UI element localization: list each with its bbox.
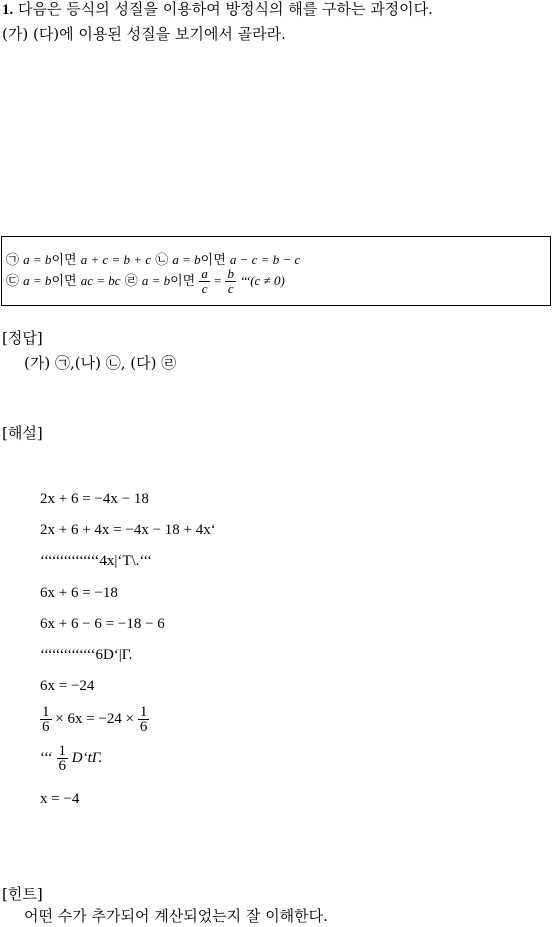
choice-marker-2: ㉡ [155,253,169,268]
explanation-heading: [해설] [2,424,43,442]
question-line-1 [2,0,433,19]
solution-step-3: ‘‘‘‘‘‘‘‘‘‘‘‘‘‘‘4x|‘T\.‘‘‘ [40,553,153,569]
choice-3-condition: a = b [23,273,52,288]
question-number: 1. [2,2,14,18]
choice-marker-3: ㉢ [6,274,20,289]
choice-2-result: a − c = b − c [229,252,301,267]
question-text-1: 다음은 등식의 성질을 이용하여 방정식의 해를 구하는 과정이다. [18,0,433,18]
answer-heading: [정답] [2,329,43,347]
solution-step-2: 2x + 6 + 4x = −4x − 18 + 4x‘ [40,522,216,538]
solution-step-6: ‘‘‘‘‘‘‘‘‘‘‘‘‘‘6D‘|Γ. [40,647,133,663]
step-8-fraction-left: $\frac{1}{6}$ [42,704,50,735]
choices-box [1,236,551,306]
choice-3-result: ac = bc [80,273,121,288]
choice-4-condition-tail: ‘‘‘(c ≠ 0) [240,273,285,288]
choice-4-connector: 이면 [170,274,196,289]
choice-4-equals: = [214,273,222,288]
choices-row-2 [6,267,285,296]
step-8-middle: × 6x = −24 × [55,710,135,727]
question-line-2: (가) (다)에 이용된 성질을 보기에서 골라라. [2,25,286,43]
choice-1-result: a + c = b + c [80,252,152,267]
solution-step-9 [40,744,102,773]
choice-1-condition: a = b [23,252,52,267]
hint-text: 어떤 수가 추가되어 계산되었는지 잘 이해한다. [24,907,328,925]
solution-step-4: 6x + 6 = −18 [40,585,118,601]
solution-step-7: 6x = −24 [40,678,95,694]
solution-step-10: x = −4 [40,791,80,807]
choice-marker-4: ㉣ [124,274,138,289]
choices-row-1 [6,249,300,268]
solution-step-1: 2x + 6 = −4x − 18 [40,491,149,507]
choice-2-connector: 이면 [200,253,226,268]
choice-4-fraction-b: $\frac{b}{c}$ [227,266,234,296]
step-8-fraction-right: $\frac{1}{6}$ [139,704,148,735]
choice-marker-1: ㉠ [6,253,20,268]
choice-2-condition: a = b [172,252,201,267]
choice-3-connector: 이면 [51,274,77,289]
choice-4-fraction-a: $\frac{a}{c}$ [201,266,208,296]
solution-step-5: 6x + 6 − 6 = −18 − 6 [40,616,165,632]
step-9-prefix: ‘‘‘ [40,749,53,766]
solution-step-8 [40,705,149,734]
step-9-suffix: D‘tΓ. [71,749,103,766]
choice-4-condition: a = b [141,273,171,288]
hint-heading: [힌트] [2,885,43,903]
choice-1-connector: 이면 [51,253,77,268]
answer-text: (가) ㉠,(나) ㉡, (다) ㉣ [24,354,177,372]
step-9-fraction: $\frac{1}{6}$ [58,743,67,774]
